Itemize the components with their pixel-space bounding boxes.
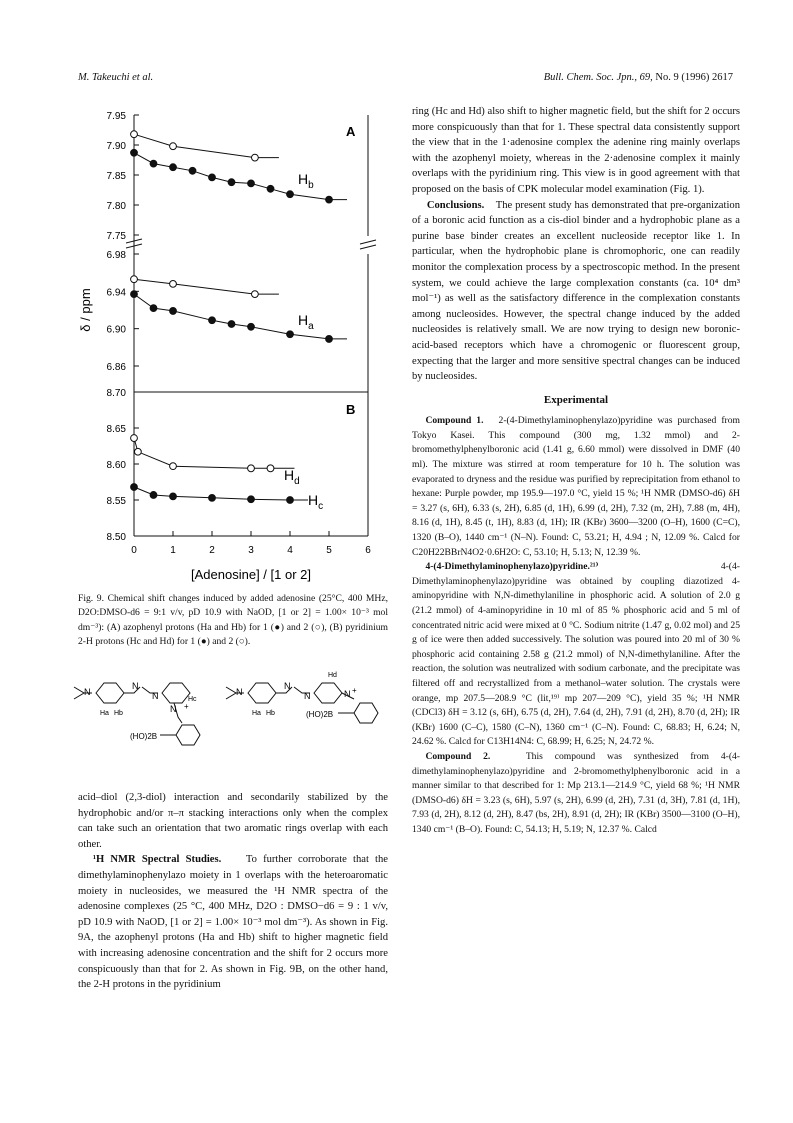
series-label-hd: $H_d$ — [284, 467, 300, 487]
svg-text:(HO)2B: (HO)2B — [130, 732, 158, 741]
x-axis-title: [Adenosine] / [1 or 2] — [191, 567, 311, 582]
axis-break-right — [360, 240, 376, 249]
left-column — [78, 790, 388, 993]
y-tick-label-a-upper-0: 7.95 — [106, 111, 126, 122]
paragraph-compound-1: Compound 1. 2-(4-Dimethylaminophenylazo)pyridine was purchased from Tokyo Kasei. This compound (300 mg, 1.32 mmol) and 2-bromomethylphenylboronic acid (1.41 g, 6.60 mmol) were dissolved in DMF (40 ml). The mixture was stirred at room temperature for 10 h. The solution was evaporated to dryness and the residue was purified by reprecipitation from ethanol to hexane: Purple powder, mp 195.9—197.0 °C, yield 15 %; ¹H NMR (DMSO-d6) δH = 3.27 (s, 6H), 6.33 (s, 2H), 6.85 (d, 1H), 6.99 (d, 2H), 7.32 (m, 2H), 7.88 (m, 4H), 8.16 (d, 1H), 8.45 (t, 1H), 8.83 (d, 1H); IR (KBr) 3600—3200 (O–H), 1600 (C=C), 1320 (B–O), 1440 cm⁻¹ (N–N). Found: C, 53.21; H, 4.94 ; N, 12.09 %. Calcd for C20H22BBrN4O2·0.6H2O: C, 53.10; H, 5.13; N, 12.39 %. — [412, 415, 740, 558]
svg-text:N: N — [152, 691, 159, 701]
point-a-ha2-2 — [252, 291, 259, 298]
y-tick-label-a-lower-2: 6.90 — [106, 324, 126, 336]
section-title-nmr: ¹H NMR Spectral Studies. — [92, 854, 222, 866]
series-label-hc: $H_c$ — [308, 492, 324, 512]
point-a-hb-8 — [287, 191, 294, 198]
point-a-hb-3 — [189, 167, 196, 174]
point-a-hb2-1 — [170, 143, 177, 150]
figure-9-caption — [78, 592, 388, 649]
x-tick-label-5: 5 — [326, 545, 332, 556]
x-tick-label-6: 6 — [365, 545, 371, 556]
paragraph-conclusions: Conclusions. The present study has demonstrated that pre-organization of a boronic acid function as a cis-diol binder and a hydrophobic plane as a purine base binder creates an excellent nucleoside receptor like 1. In particular, when the hydrophobic plane is chromophoric, one can readily monitor the complexation process by a spectroscopic method. In the present system, we could achieve the large complexation constants (ca. 10⁴ dm³ mol⁻¹) as well as the satisfactory difference in the complexation constants among nucleosides. However, the spectral change induced by the added nucleosides is relatively small. We are now trying to design new boronic-acid-based receptors which have a chromogenic or fluorescent group, expecting that the larger and more sensitive spectral changes can be induced by nucleosides. — [412, 199, 740, 383]
caption-text: Fig. 9. Chemical shift changes induced by added adenosine (25°C, 400 MHz, D2O:DMSO-d6 = 9:1 v/v, pD 10.9 with NaOD, [1 or 2] = 1.00× 10⁻³ mol dm⁻³): (A) azophenyl protons (Ha and Hb) for 1 (●) and 2 (○), (B) pyridinium 2-H protons (Hc and Hd) for 1 (●) and 2 (○). — [78, 593, 388, 647]
svg-text:Hc: Hc — [188, 696, 197, 703]
svg-text:Hd: Hd — [328, 672, 337, 679]
paragraph-nmr: ¹H NMR Spectral Studies. To further corroborate that the dimethylaminophenylazo moiety in 1 overlaps with the heteroaromatic moiety in nucleosides, we measured the ¹H NMR spectra of the adenosine complexes (25 °C, 400 MHz, D2O : DMSO−d6 = 9 : 1 v/v, pD 10.9 with NaOD, [1 or 2] = 1.00× 10⁻³ mol dm⁻³). As shown in Fig. 9A, the azophenyl protons (Ha and Hb) shift to higher magnetic field with increasing adenosine concentration and the shift for 2 occurs more conspicuously than that for 2. As shown in Fig. 9B, on the other hand, the 2-H protons in the pyridinium — [78, 854, 388, 991]
x-tick-label-2: 2 — [209, 545, 215, 556]
svg-text:N: N — [236, 687, 243, 697]
svg-text:N: N — [284, 681, 291, 691]
series-label-ha: $H_a$ — [298, 312, 314, 332]
x-tick-label-1: 1 — [170, 545, 176, 556]
point-a-hb-0 — [131, 149, 138, 156]
point-a-ha2-1 — [170, 280, 177, 287]
panel-b-label: B — [346, 402, 356, 417]
y-tick-label-a-lower-3: 6.86 — [106, 362, 126, 373]
compound-2-title: Compound 2. — [425, 750, 491, 762]
svg-text:N: N — [84, 687, 91, 697]
x-tick-label-0: 0 — [131, 545, 137, 556]
point-a-ha-6 — [287, 331, 294, 338]
y-tick-label-b-3: 8.55 — [106, 496, 126, 507]
svg-text:Hb: Hb — [266, 710, 275, 717]
point-a-hb-7 — [267, 185, 274, 192]
issue-and-page: No. 9 (1996) 2617 — [655, 72, 733, 83]
curve-a-hb — [134, 153, 347, 200]
chemical-structures — [66, 665, 396, 775]
point-a-hb-4 — [209, 174, 216, 181]
svg-text:N: N — [170, 704, 177, 714]
point-a-hb-9 — [326, 196, 333, 203]
section-title-experimental: Experimental — [543, 393, 609, 406]
paragraph-binding-mode: acid–diol (2,3-diol) interaction and secondarily stabilized by the hydrophobic and/or π–π stacking interactions only when the complex can take such an orientation that two aromatic rings overlap with each other. — [78, 792, 388, 850]
y-tick-label-b-0: 8.70 — [106, 388, 126, 399]
point-a-ha-4 — [228, 321, 235, 328]
point-b-hc-2 — [170, 493, 177, 500]
paragraph-azopyridine: 4-(4-Dimethylaminophenylazo)pyridine.²¹⁾ 4-(4-Dimethylaminophenylazo)pyridine was obtained by coupling diazotized 4-aminopyridine with N,N-dimethylaniline in phosphoric acid. A solution of 2.0 g (21.2 mmol) of 4-aminopyridine in 10 ml of 85 % phosphoric acid and 5 ml of concentrated nitric acid were mixed at 0 °C. Sodium nitrite (1.47 g, 0.02 mol) and 25 g of ice were then added successively. The solution was poured into 20 ml of 30 % phosphoric acid containing 2.58 g (21.2 mmol) of N,N-dimethylaniline. After the reaction, the solution was neutralized with sodium carbonate, and the precipitate was filtered off and recrystallized from a methanol–water solution. The crystals were orange, mp 207.5—208.9 °C (lit,¹⁹⁾ mp 207—209 °C), yield 35 %; ¹H NMR (CDCl3) δH = 3.12 (s, 6H), 6.75 (d, 2H), 7.64 (d, 2H), 7.91 (d, 2H), 8.70 (d, 2H); IR (KBr) 1600 (C–C), 1580 (C–N), 1360 cm⁻¹ (C–N). Found: C, 68.83; H, 6.24; N, 24.62 %. Calcd for C13H14N4: C, 68.99; H, 6.25; N, 24.72 %. — [412, 561, 740, 748]
y-tick-label-a-upper-4: 7.75 — [106, 231, 126, 242]
y-tick-label-a-upper-3: 7.80 — [106, 201, 126, 212]
point-a-ha-2 — [170, 308, 177, 315]
curve-b-hd — [134, 438, 295, 468]
point-b-hc-3 — [209, 494, 216, 501]
journal-name: Bull. Chem. Soc. Jpn., — [543, 72, 638, 83]
svg-text:Ha: Ha — [100, 710, 109, 717]
running-header-authors: M. Takeuchi et al. — [78, 72, 154, 83]
point-a-hb-6 — [248, 180, 255, 187]
azopyridine-title: 4-(4-Dimethylaminophenylazo)pyridine.²¹⁾ — [425, 561, 599, 573]
journal-volume: 69, — [639, 72, 653, 83]
figure-9-chart — [70, 105, 400, 585]
running-header-journal — [544, 72, 733, 83]
point-b-hd-1 — [135, 448, 142, 455]
point-a-hb2-2 — [252, 154, 259, 161]
chart-ticks — [107, 111, 372, 556]
point-a-ha-3 — [209, 317, 216, 324]
point-a-hb-5 — [228, 179, 235, 186]
point-b-hc-0 — [131, 484, 138, 491]
curve-b-hc — [134, 487, 308, 500]
svg-text:+: + — [184, 702, 189, 711]
point-b-hc-1 — [150, 492, 157, 499]
point-b-hd-2 — [170, 463, 177, 470]
point-a-ha-1 — [150, 305, 157, 312]
paragraph-pyridinium-shift: ring (Hc and Hd) also shift to higher magnetic field, but the shift for 2 occurs more conspicuously than that for 1. These spectral data consistently support the view that in the 1·adenosine complex the adenine ring mainly overlaps with the azophenyl moiety, whereas in the 2·adenosine complex it mainly overlaps with the pyridinium ring. This view is in good agreement with that proposed on the basis of CPK molecular model examination (Fig. 1). — [412, 106, 740, 195]
point-b-hd-4 — [267, 465, 274, 472]
svg-text:+: + — [352, 686, 357, 695]
svg-text:N: N — [304, 691, 311, 701]
curve-a-ha — [134, 294, 347, 339]
paragraph-compound-2: Compound 2. This compound was synthesized from 4-(4-dimethylaminophenylazo)pyridine and 2-bromomethylphenylboronic acid in a manner similar to that described for 1: Mp 213.1—214.9 °C, yield 68 %; ¹H NMR (DMSO-d6) δH = 3.23 (s, 6H), 5.97 (s, 2H), 6.99 (d, 2H), 7.31 (d, 3H), 7.81 (d, 1H), 7.93 (d, 2H), 8.12 (d, 2H), 8.47 (bs, 2H), 8.91 (d, 2H); IR (KBr) 3500—3100 (O–H), 1340 cm⁻¹ (B–O). Found: C, 54.13; H, 5.19; N, 12.37 %. Calcd — [412, 750, 741, 835]
svg-text:Ha: Ha — [252, 710, 261, 717]
right-column — [412, 104, 740, 838]
point-b-hd-0 — [131, 435, 138, 442]
svg-text:N: N — [344, 689, 351, 699]
point-b-hc-4 — [248, 496, 255, 503]
svg-text:Hb: Hb — [114, 710, 123, 717]
curve-a-hb2 — [134, 134, 279, 157]
series-label-hb: $H_b$ — [298, 171, 314, 191]
point-b-hc-5 — [287, 497, 294, 504]
svg-text:(HO)2B: (HO)2B — [306, 710, 334, 719]
y-tick-label-a-lower-0: 6.98 — [106, 250, 126, 261]
point-a-hb-2 — [170, 164, 177, 171]
y-tick-label-b-2: 8.60 — [106, 460, 126, 471]
point-b-hd-3 — [248, 465, 255, 472]
y-tick-label-b-1: 8.65 — [106, 424, 126, 435]
point-a-hb-1 — [150, 160, 157, 167]
y-tick-label-a-lower-1: 6.94 — [106, 287, 126, 299]
y-tick-label-a-upper-1: 7.90 — [106, 141, 126, 152]
panel-a-label: A — [346, 124, 356, 139]
point-a-ha-5 — [248, 323, 255, 330]
point-a-ha-7 — [326, 336, 333, 343]
y-tick-label-a-upper-2: 7.85 — [106, 171, 126, 182]
point-a-ha2-0 — [131, 276, 138, 283]
svg-text:N: N — [132, 681, 139, 691]
point-a-ha-0 — [131, 291, 138, 298]
point-a-hb2-0 — [131, 131, 138, 138]
y-tick-label-b-4: 8.50 — [106, 532, 126, 543]
y-axis-title: δ / ppm — [78, 288, 93, 332]
section-title-conclusions: Conclusions. — [426, 199, 485, 211]
x-tick-label-3: 3 — [248, 545, 254, 556]
chart-curves — [134, 134, 347, 500]
x-tick-label-4: 4 — [287, 545, 293, 556]
compound-1-title: Compound 1. — [425, 415, 484, 427]
